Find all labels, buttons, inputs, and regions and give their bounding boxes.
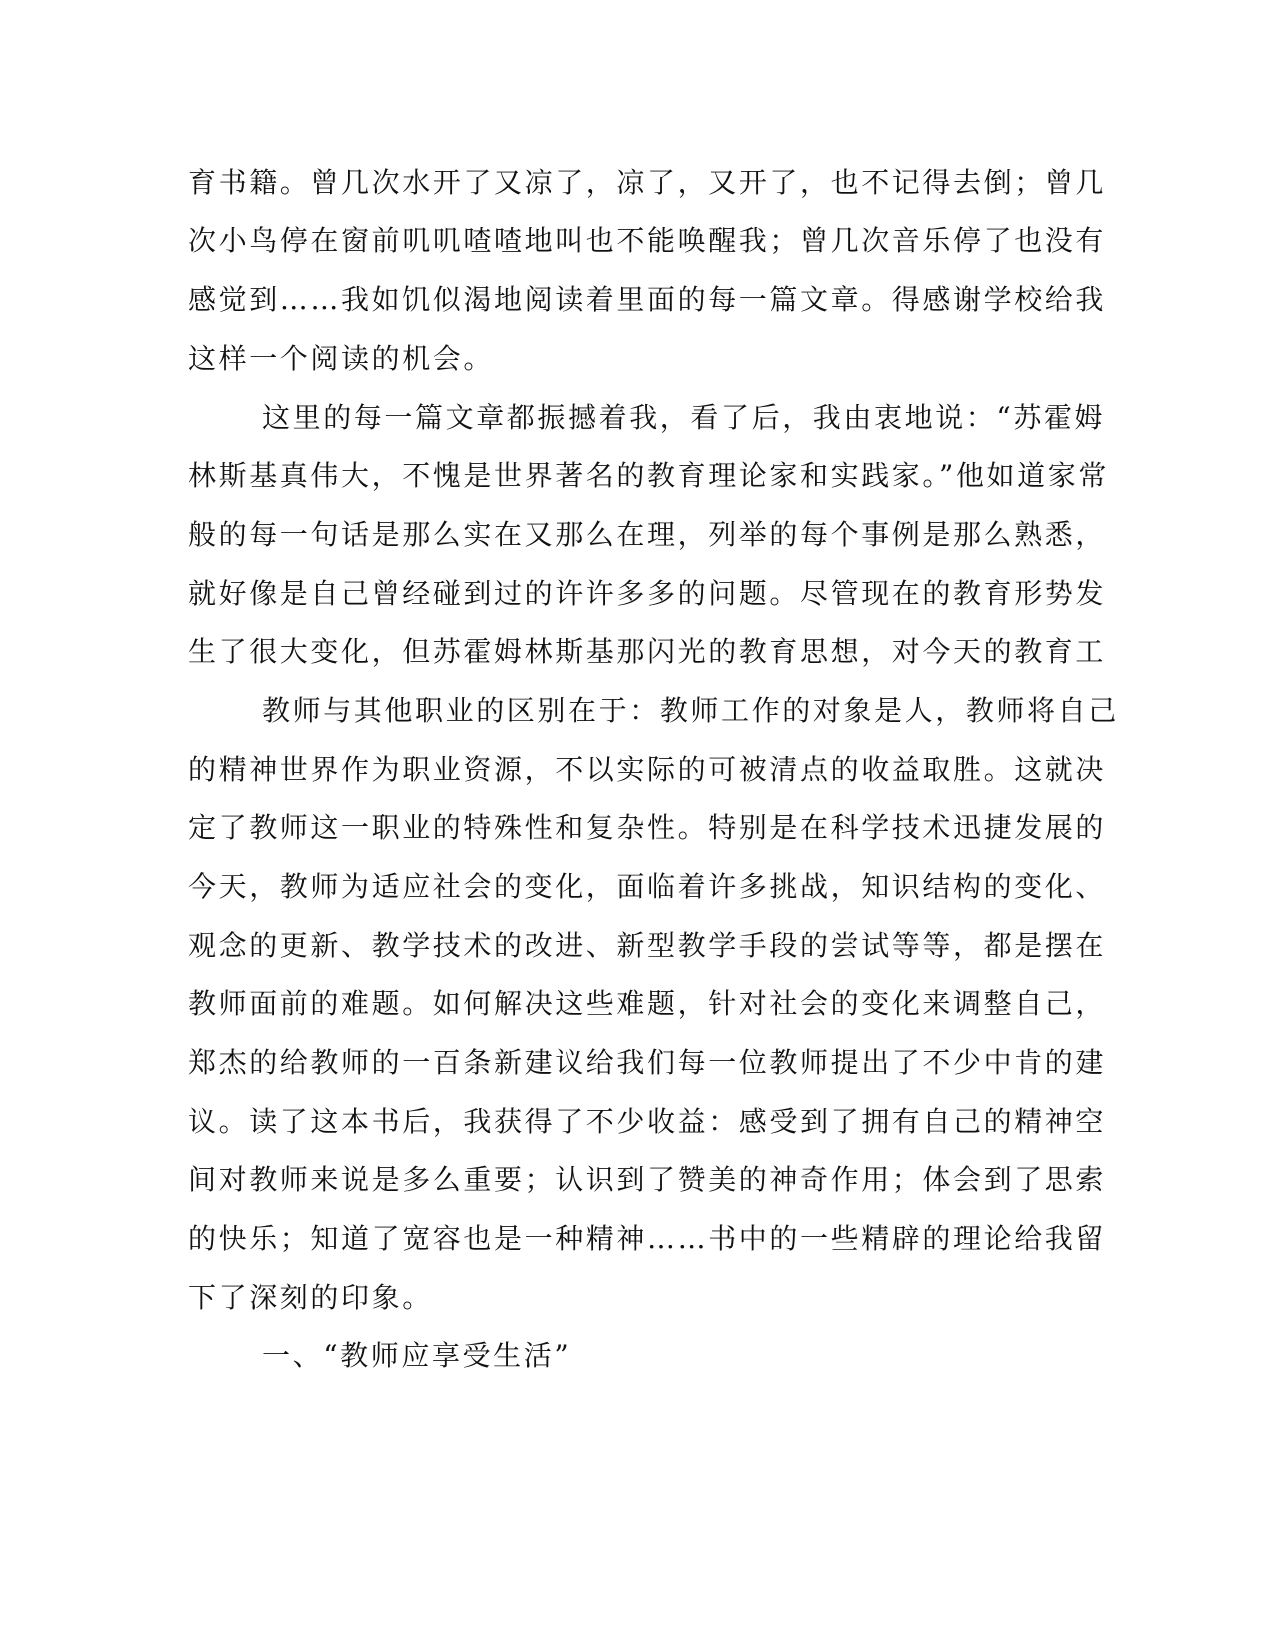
text-line: 林斯基真伟大，不愧是世界著名的教育理论家和实践家。”他如道家常 [188,459,1109,492]
text-line: 次小鸟停在窗前叽叽喳喳地叫也不能唤醒我；曾几次音乐停了也没有 [188,224,1107,257]
text-line: 下了深刻的印象。 [188,1281,433,1314]
text-line: 的精神世界作为职业资源，不以实际的可被清点的收益取胜。这就决 [188,753,1107,786]
text-line: 就好像是自己曾经碰到过的许许多多的问题。尽管现在的教育形势发 [188,577,1107,610]
text-line: 育书籍。曾几次水开了又凉了，凉了，又开了，也不记得去倒；曾几 [188,166,1107,199]
text-line: 定了教师这一职业的特殊性和复杂性。特别是在科学技术迅捷发展的 [188,811,1107,844]
text-line: 议。读了这本书后，我获得了不少收益：感受到了拥有自己的精神空 [188,1105,1107,1138]
text-line: 教师与其他职业的区别在于：教师工作的对象是人，教师将自己 [262,694,1119,727]
text-line: 观念的更新、教学技术的改进、新型教学手段的尝试等等，都是摆在 [188,929,1107,962]
text-line: 间对教师来说是多么重要；认识到了赞美的神奇作用；体会到了思索 [188,1163,1107,1196]
text-line: 教师面前的难题。如何解决这些难题，针对社会的变化来调整自己， [188,987,1107,1020]
section-heading: 一、“教师应享受生活” [262,1339,572,1372]
text-line: 今天，教师为适应社会的变化，面临着许多挑战，知识结构的变化、 [188,870,1107,903]
text-line: 这里的每一篇文章都振撼着我，看了后，我由衷地说：“苏霍姆 [262,401,1106,434]
text-line: 生了很大变化，但苏霍姆林斯基那闪光的教育思想，对今天的教育工 [188,635,1107,668]
text-line: 这样一个阅读的机会。 [188,342,495,375]
text-line: 感觉到……我如饥似渴地阅读着里面的每一篇文章。得感谢学校给我 [188,283,1107,316]
text-line: 的快乐；知道了宽容也是一种精神……书中的一些精辟的理论给我留 [188,1222,1107,1255]
text-line: 般的每一句话是那么实在又那么在理，列举的每个事例是那么熟悉， [188,518,1107,551]
text-line: 郑杰的给教师的一百条新建议给我们每一位教师提出了不少中肯的建 [188,1046,1107,1079]
